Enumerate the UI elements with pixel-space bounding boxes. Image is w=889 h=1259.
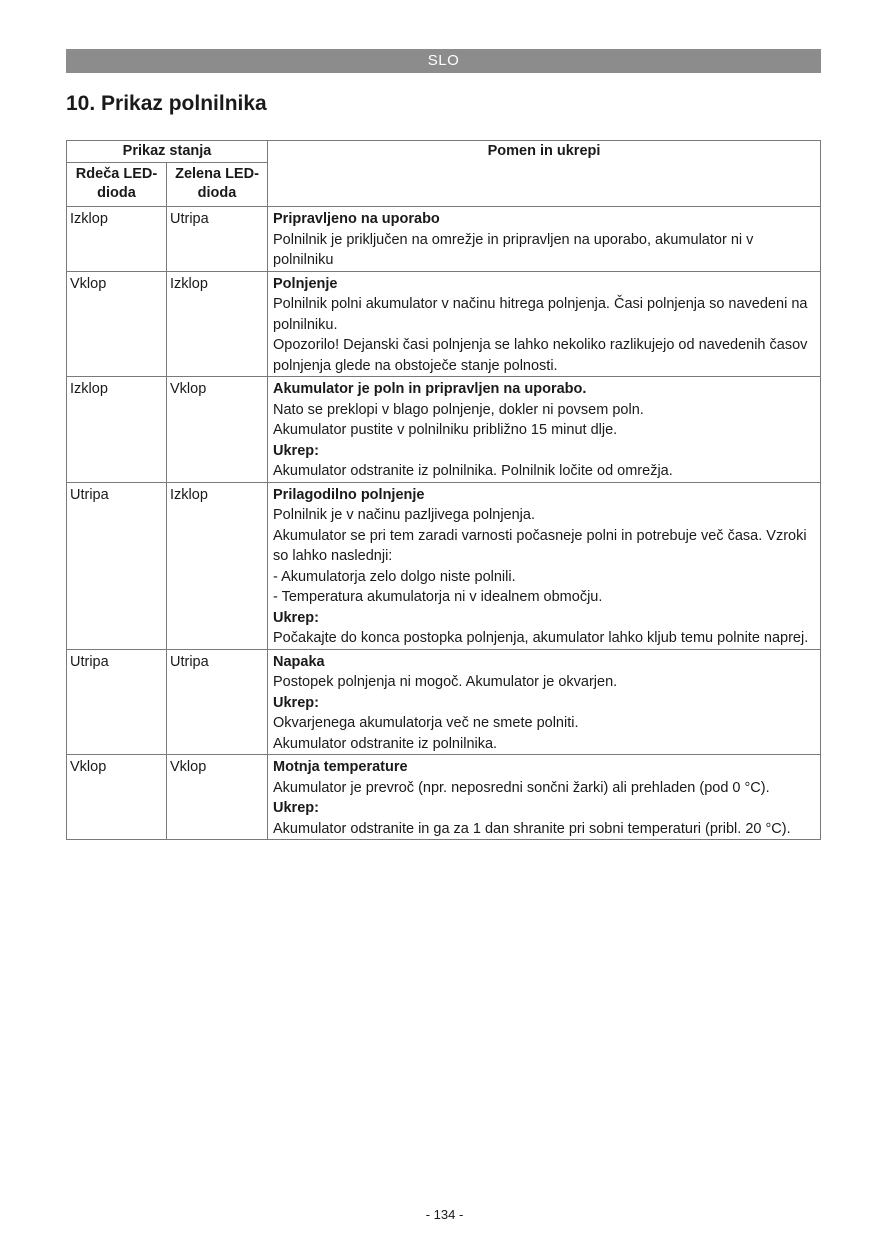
meaning-cell [268,271,821,377]
meaning-cell [268,377,821,483]
green-led-state: Utripa [167,207,268,272]
green-led-state: Vklop [167,755,268,840]
action-line: Akumulator odstranite iz polnilnika. Polnilnik ločite od omrežja. [273,463,673,479]
table-row [67,377,821,483]
meaning-cell [268,649,821,755]
table-header [67,141,821,207]
action-line: Okvarjenega akumulatorja več ne smete polniti. [273,715,579,731]
table-row [67,755,821,840]
green-led-state: Vklop [167,377,268,483]
red-led-state: Vklop [67,271,167,377]
meaning-cell [268,207,821,272]
green-led-state: Izklop [167,271,268,377]
action-line: Akumulator odstranite in ga za 1 dan shranite pri sobni temperaturi (pribl. 20 °C). [273,820,791,837]
table-body [67,207,821,840]
status-group-header: Prikaz stanja [67,141,268,163]
status-description-line: - Akumulatorja zelo dolgo niste polnili. [273,568,516,585]
table-row [67,207,821,272]
red-led-state: Izklop [67,207,167,272]
status-description-line: Opozorilo! Dejanski časi polnjenja se lahko nekoliko razlikujejo od navedenih časov polnjenja glede na obstoječe stanje polnosti. [273,337,808,374]
meaning-header: Pomen in ukrepi [268,141,821,207]
status-description-line: - Temperatura akumulatorja ni v idealnem območju. [273,589,603,605]
meaning-cell [268,755,821,840]
status-description-line: Nato se preklopi v blago polnjenje, dokler ni povsem poln. [273,401,644,418]
red-led-state: Vklop [67,755,167,840]
status-title: Napaka [273,653,325,670]
action-label: Ukrep: [273,442,319,459]
page-number: - 134 - [425,1207,464,1222]
status-description-line: Akumulator pustite v polnilniku približno 15 minut dlje. [273,422,618,438]
table-row [67,482,821,649]
charger-status-table [66,140,821,840]
red-led-state: Utripa [67,482,167,649]
status-description-line: Akumulator je prevroč (npr. neposredni sončni žarki) ali prehladen (pod 0 °C). [273,779,770,796]
green-led-state: Izklop [167,482,268,649]
language-label: SLO [427,52,460,69]
action-line: Počakajte do konca postopka polnjenja, akumulator lahko kljub temu polnite naprej. [273,630,809,646]
table-row [67,271,821,377]
status-title: Motnja temperature [273,759,408,775]
status-description-line: Akumulator se pri tem zaradi varnosti počasneje polni in potrebuje več časa. Vzroki so lahko naslednji: [273,527,807,564]
table-row [67,649,821,755]
red-led-state: Izklop [67,377,167,483]
status-description-line: Polnilnik je priključen na omrežje in pripravljen na uporabo, akumulator ni v polnilniku [273,231,754,268]
meaning-cell [268,482,821,649]
status-title: Prilagodilno polnjenje [273,486,425,503]
action-label: Ukrep: [273,694,319,711]
status-description-line: Postopek polnjenja ni mogoč. Akumulator je okvarjen. [273,674,618,690]
status-title: Pripravljeno na uporabo [273,211,440,227]
red-led-header: Rdeča LED-dioda [67,163,167,207]
action-label: Ukrep: [273,609,319,626]
green-led-state: Utripa [167,649,268,755]
status-description-line: Polnilnik polni akumulator v načinu hitrega polnjenja. Časi polnjenja so navedeni na polnilniku. [273,296,808,333]
section-title: 10. Prikaz polnilnika [66,92,267,115]
status-title: Akumulator je poln in pripravljen na uporabo. [273,381,587,397]
green-led-header: Zelena LED-dioda [167,163,268,207]
action-label: Ukrep: [273,800,319,816]
red-led-state: Utripa [67,649,167,755]
language-bar [66,49,821,73]
status-description-line: Polnilnik je v načinu pazljivega polnjenja. [273,507,535,523]
action-line: Akumulator odstranite iz polnilnika. [273,735,498,752]
status-title: Polnjenje [273,275,338,292]
